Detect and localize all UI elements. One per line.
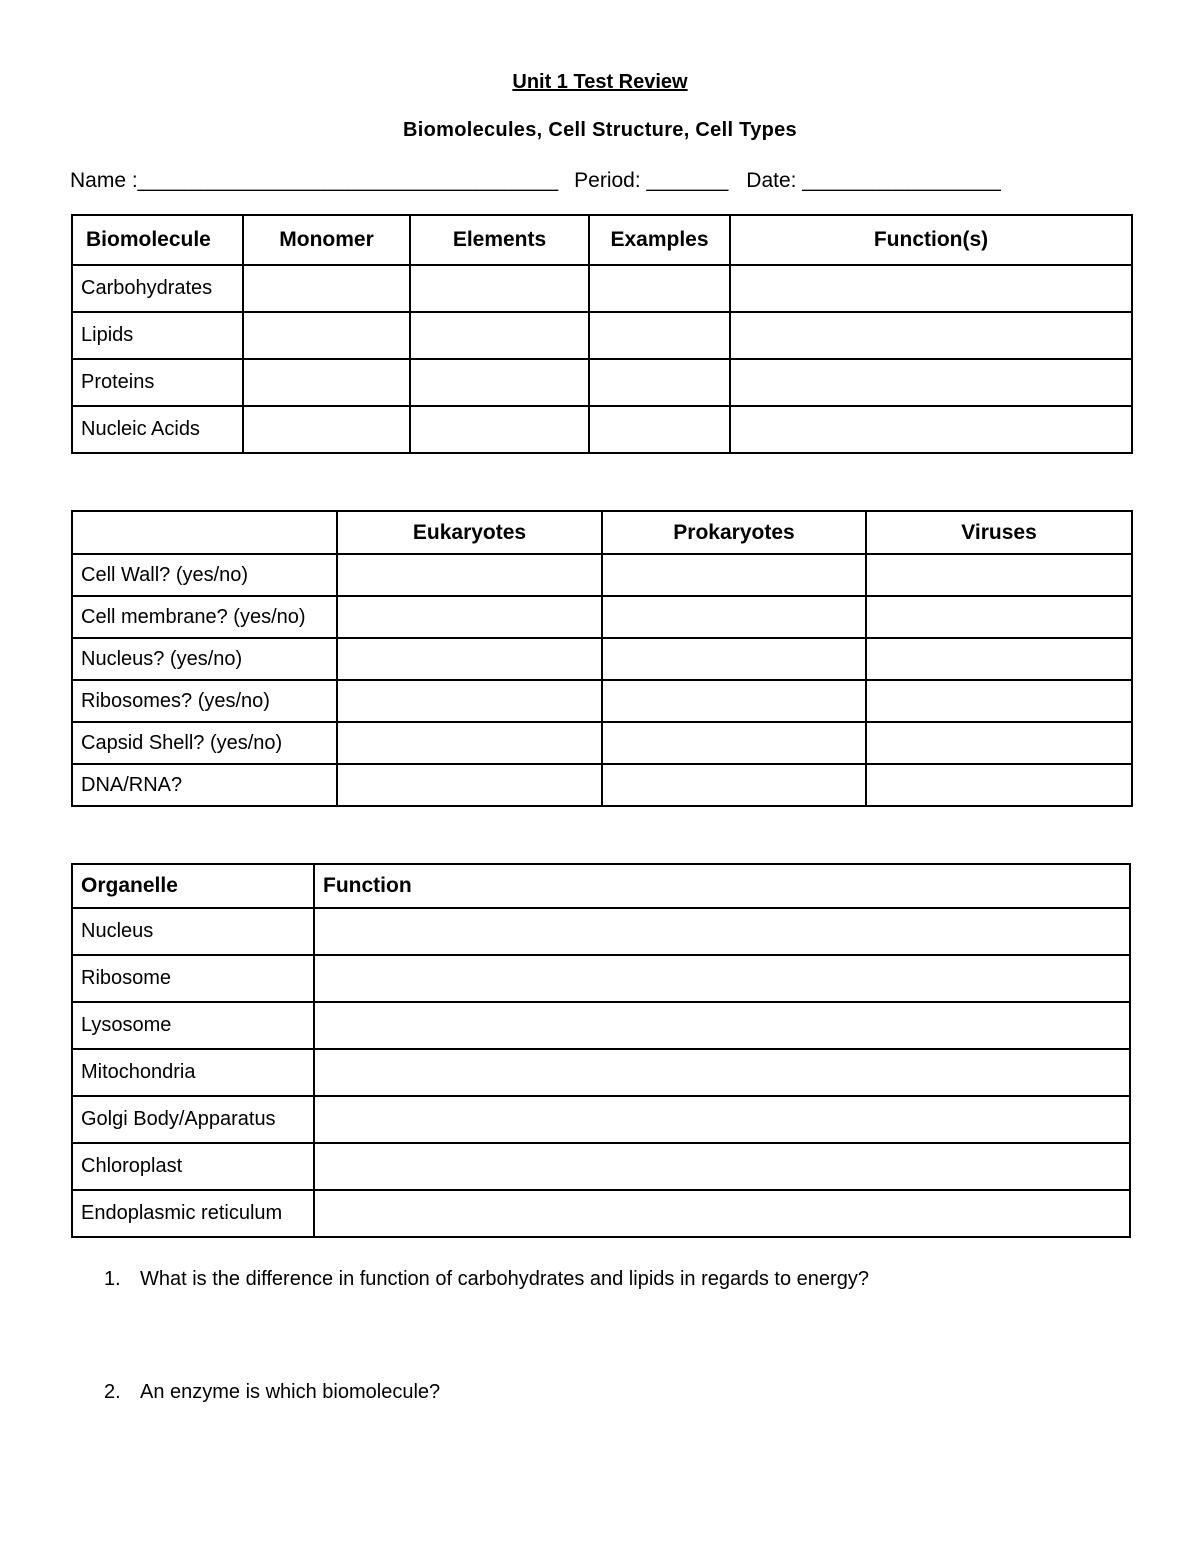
answer-cell[interactable]: [314, 1143, 1130, 1190]
table-row: [72, 554, 1132, 596]
question-text: An enzyme is which biomolecule?: [140, 1381, 441, 1403]
row-label: DNA/RNA?: [72, 764, 337, 806]
answer-cell[interactable]: [314, 908, 1130, 955]
answer-cell[interactable]: [243, 406, 410, 453]
answer-cell[interactable]: [337, 554, 602, 596]
answer-cell[interactable]: [337, 638, 602, 680]
answer-cell[interactable]: [730, 312, 1132, 359]
column-header: Prokaryotes: [602, 511, 866, 554]
table-row: [72, 1049, 1130, 1096]
question-number: 1.: [104, 1268, 121, 1290]
page-title: Unit 1 Test Review: [512, 71, 688, 93]
table-row: [72, 1190, 1130, 1237]
student-info-line: [70, 169, 1001, 193]
answer-cell[interactable]: [730, 265, 1132, 312]
answer-cell[interactable]: [337, 764, 602, 806]
answer-cell[interactable]: [243, 312, 410, 359]
table-row: [72, 312, 1132, 359]
answer-cell[interactable]: [314, 1049, 1130, 1096]
row-label: Nucleic Acids: [72, 406, 243, 453]
answer-cell[interactable]: [589, 359, 730, 406]
column-header: Elements: [410, 215, 589, 265]
answer-cell[interactable]: [314, 1096, 1130, 1143]
table-row: [72, 680, 1132, 722]
answer-cell[interactable]: [730, 406, 1132, 453]
name-field[interactable]: Name :____________________________________: [70, 169, 559, 192]
organelle-table: [71, 863, 1131, 1238]
table-header-row: [72, 511, 1132, 554]
row-label: Proteins: [72, 359, 243, 406]
answer-cell[interactable]: [602, 638, 866, 680]
answer-cell[interactable]: [602, 764, 866, 806]
table-header-row: [72, 864, 1130, 908]
answer-cell[interactable]: [866, 596, 1132, 638]
table-row: [72, 406, 1132, 453]
table-row: [72, 1096, 1130, 1143]
row-label: Cell membrane? (yes/no): [72, 596, 337, 638]
answer-cell[interactable]: [410, 265, 589, 312]
answer-cell[interactable]: [866, 554, 1132, 596]
table-row: [72, 1002, 1130, 1049]
answer-cell[interactable]: [337, 596, 602, 638]
answer-cell[interactable]: [589, 265, 730, 312]
row-label: Mitochondria: [72, 1049, 314, 1096]
column-header: [72, 511, 337, 554]
answer-cell[interactable]: [243, 265, 410, 312]
column-header: Examples: [589, 215, 730, 265]
answer-cell[interactable]: [602, 722, 866, 764]
table-row: [72, 359, 1132, 406]
column-header: Eukaryotes: [337, 511, 602, 554]
answer-cell[interactable]: [314, 955, 1130, 1002]
column-header: Biomolecule: [72, 215, 243, 265]
answer-cell[interactable]: [410, 406, 589, 453]
answer-cell[interactable]: [410, 359, 589, 406]
table-row: [72, 638, 1132, 680]
page-subtitle: Biomolecules, Cell Structure, Cell Types: [403, 119, 797, 141]
period-field[interactable]: Period: _______: [574, 169, 729, 192]
answer-cell[interactable]: [602, 554, 866, 596]
answer-cell[interactable]: [866, 722, 1132, 764]
row-label: Ribosomes? (yes/no): [72, 680, 337, 722]
answer-cell[interactable]: [602, 596, 866, 638]
answer-cell[interactable]: [866, 680, 1132, 722]
table-row: [72, 265, 1132, 312]
table-row: [72, 1143, 1130, 1190]
answer-cell[interactable]: [602, 680, 866, 722]
column-header: Monomer: [243, 215, 410, 265]
date-field[interactable]: Date: _________________: [746, 169, 1001, 192]
answer-cell[interactable]: [314, 1002, 1130, 1049]
table-row: [72, 908, 1130, 955]
answer-cell[interactable]: [314, 1190, 1130, 1237]
table-header-row: [72, 215, 1132, 265]
row-label: Nucleus? (yes/no): [72, 638, 337, 680]
table-row: [72, 722, 1132, 764]
column-header: Function: [314, 864, 1130, 908]
question-1: [104, 1268, 869, 1291]
row-label: Capsid Shell? (yes/no): [72, 722, 337, 764]
table-row: [72, 955, 1130, 1002]
answer-cell[interactable]: [589, 312, 730, 359]
biomolecules-table: [71, 214, 1133, 454]
row-label: Lysosome: [72, 1002, 314, 1049]
table-row: [72, 764, 1132, 806]
row-label: Endoplasmic reticulum: [72, 1190, 314, 1237]
table-row: [72, 596, 1132, 638]
answer-cell[interactable]: [410, 312, 589, 359]
column-header: Organelle: [72, 864, 314, 908]
row-label: Golgi Body/Apparatus: [72, 1096, 314, 1143]
row-label: Cell Wall? (yes/no): [72, 554, 337, 596]
answer-cell[interactable]: [589, 406, 730, 453]
row-label: Nucleus: [72, 908, 314, 955]
answer-cell[interactable]: [337, 722, 602, 764]
row-label: Chloroplast: [72, 1143, 314, 1190]
answer-cell[interactable]: [730, 359, 1132, 406]
answer-cell[interactable]: [866, 764, 1132, 806]
answer-cell[interactable]: [337, 680, 602, 722]
row-label: Ribosome: [72, 955, 314, 1002]
question-2: [104, 1381, 440, 1404]
column-header: Function(s): [730, 215, 1132, 265]
answer-cell[interactable]: [243, 359, 410, 406]
row-label: Carbohydrates: [72, 265, 243, 312]
question-text: What is the difference in function of carbohydrates and lipids in regards to energy?: [140, 1268, 869, 1290]
column-header: Viruses: [866, 511, 1132, 554]
row-label: Lipids: [72, 312, 243, 359]
question-number: 2.: [104, 1381, 121, 1403]
answer-cell[interactable]: [866, 638, 1132, 680]
cell-types-table: [71, 510, 1133, 807]
